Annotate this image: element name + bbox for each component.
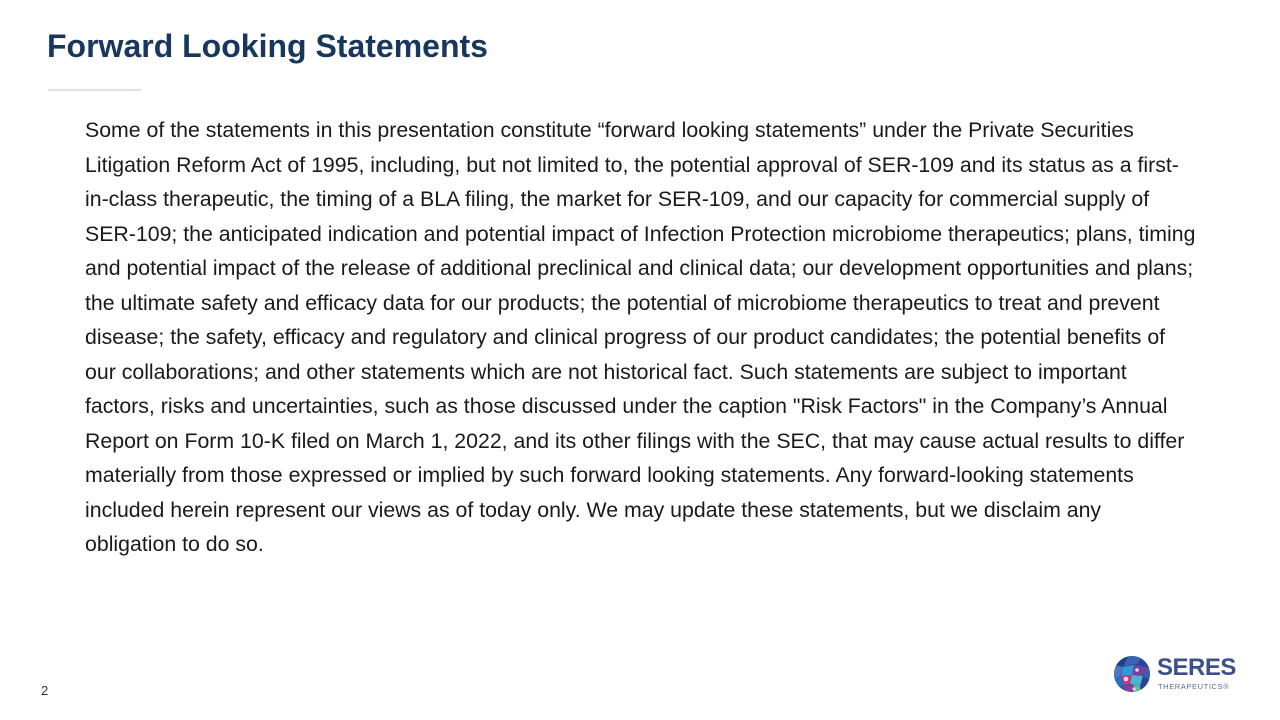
logo-tagline: THERAPEUTICS® bbox=[1158, 682, 1230, 691]
page-number: 2 bbox=[41, 683, 49, 698]
logo-wordmark: SERES bbox=[1157, 654, 1236, 681]
forward-looking-statement-text: Some of the statements in this presentation constitute “forward looking statements” under the Private Securities Litigation Reform Act of 1995, including, but not limited to, the potential approval of SER-109 and its status as a first-in-class therapeutic, the timing of a BLA filing, the market for SER-109, and our capacity for commercial supply of SER-109; the anticipated indication and potential impact of Infection Protection microbiome therapeutics; plans, timing and potential impact of the release of additional preclinical and clinical data; our development opportunities and plans; the ultimate safety and efficacy data for our products; the potential of microbiome therapeutics to treat and prevent disease; the safety, efficacy and regulatory and clinical progress of our product candidates; the potential benefits of our collaborations; and other statements which are not historical fact. Such statements are subject to important factors, risks and uncertainties, such as those discussed under the caption "Risk Factors" in the Company’s Annual Report on Form 10-K filed on March 1, 2022, and its other filings with the SEC, that may cause actual results to differ materially from those expressed or implied by such forward looking statements. Any forward-looking statements included herein represent our views as of today only. We may update these statements, but we disclaim any obligation to do so. bbox=[85, 118, 1196, 556]
slide-title: Forward Looking Statements bbox=[47, 28, 488, 64]
seres-logo bbox=[1112, 651, 1237, 697]
seres-globe-mosaic-icon bbox=[1112, 651, 1152, 697]
title-divider bbox=[48, 89, 141, 91]
